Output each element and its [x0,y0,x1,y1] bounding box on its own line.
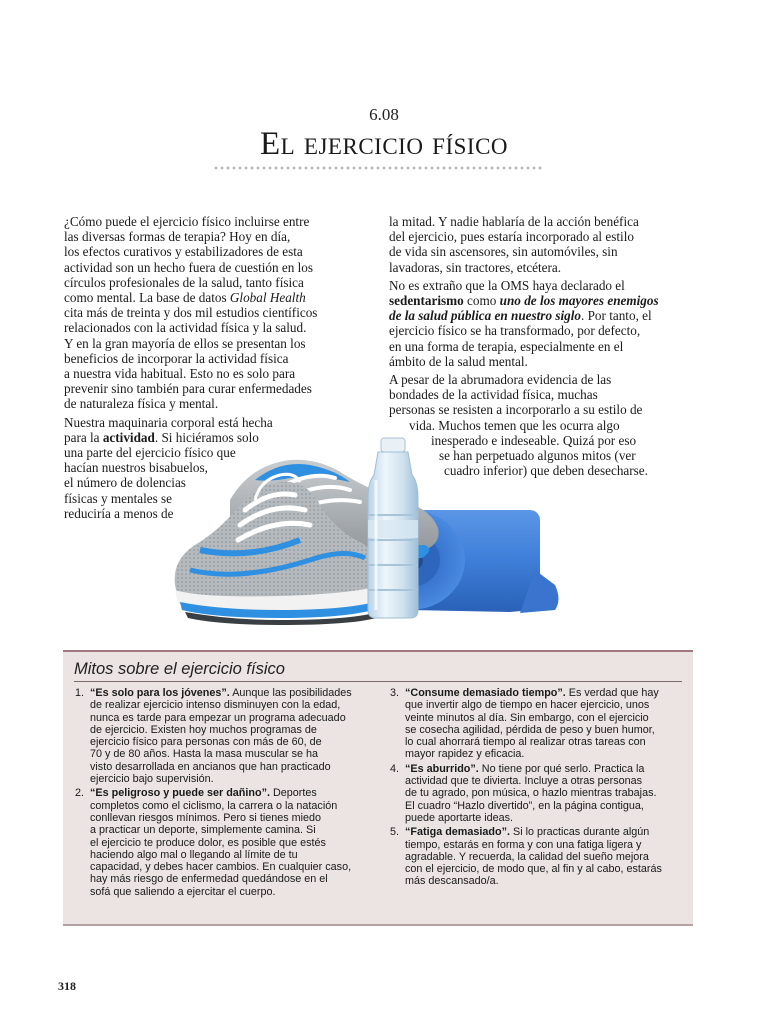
myth-number: 5. [390,826,400,839]
text-run: No es extraño que la OMS haya declarado el [389,277,625,293]
text-run: de ejercicio. Existen hoy muchos programas de [90,723,317,736]
section-number: 6.08 [369,105,399,124]
myth-text-line [90,699,375,711]
text-line [64,351,364,366]
text-run: el ejercicio te produce dolor, es posible que estés [90,836,326,849]
myths-box [63,650,693,926]
text-run: para la [64,429,103,445]
text-line [64,336,364,351]
text-run: beneficios de incorporar la actividad física [64,350,289,366]
title-dotted-divider [213,164,543,172]
text-run: 70 y de 80 años. Hasta la masa muscular se ha [90,748,319,761]
text-run: una parte del ejercicio físico que [64,445,236,461]
text-run: prevenir sino también para curar enfermedades [64,381,312,397]
text-run: nunca es tarde para empezar un programa adecuado [90,711,346,724]
text-run: en una forma de terapia, especialmente en el [389,338,624,354]
text-run: . Por tanto, el [580,308,652,324]
text-line [389,278,719,293]
myth-text-line [90,773,375,785]
text-run: completos como el ciclismo, la carrera o la natación [90,799,338,812]
myth-text-line [405,699,690,711]
myth-text-line [90,886,375,898]
myth-item [75,687,375,785]
text-run: el número de dolencias [64,475,186,491]
emphasized-text: sedentarismo [389,293,464,309]
myth-text-line [405,787,690,799]
emphasized-text: actividad [102,429,155,445]
emphasized-text: “Es solo para los jóvenes”. [90,687,230,699]
text-run: la mitad. Y nadie hablaría de la acción benéfica [389,214,639,229]
text-line [389,354,719,369]
text-line [64,320,364,335]
myth-text-line [405,712,690,724]
text-run: que invertir algo de tiempo en hacer ejercicio, unos [405,699,650,712]
text-line [64,214,364,229]
text-run: de realizar ejercicio intenso disminuyen con la edad, [90,699,341,712]
myth-text-line [90,800,375,812]
text-run: relacionados con la actividad física y la salud. [64,320,307,336]
text-run: como mental. La base de datos [64,290,230,306]
exercise-photo [160,420,570,630]
myth-number: 2. [75,787,85,800]
text-run: Es verdad que hay [565,687,659,699]
myth-text-line [405,800,690,812]
text-run: capacidad, y debes hacer cambios. En cualquier caso, [90,861,352,874]
text-run: bondades de la actividad física, muchas [389,387,598,403]
text-line [64,260,364,275]
myth-text-line [405,839,690,851]
emphasized-text: “Es peligroso y puede ser dañino”. [90,787,270,800]
text-run: círculos profesionales de la salud, tanto física [64,274,304,290]
myth-text-line [90,824,375,836]
myth-text-line [405,851,690,863]
text-run: ámbito de la salud mental. [389,353,528,369]
myth-text-line [405,875,690,887]
text-run: se han perpetuado algunos mitos (ver [439,448,636,464]
emphasized-text: “Fatiga demasiado”. [405,826,510,839]
myth-text-line [405,775,690,787]
text-line [64,229,364,244]
text-line [64,396,364,411]
text-line [389,260,719,275]
text-run: conllevan riesgos mínimos. Pero si tienes miedo [90,811,322,824]
myth-text-line [405,736,690,748]
text-run: sofá que saliendo a ejercitar el cuerpo. [90,885,276,898]
text-run: actividad que te divierta. Incluye a otras personas [405,775,643,788]
myths-box-bottom-rule [63,924,693,926]
text-run: como [463,293,500,309]
text-run: . Si hiciéramos solo [154,429,259,445]
text-line [64,366,364,381]
text-run: del ejercicio, pues estaría incorporado al estilo [389,229,634,245]
text-run: se cosecha agilidad, pérdida de peso y buen humor, [405,723,655,736]
myth-number: 3. [390,687,400,699]
text-line [64,275,364,290]
text-run: de vida sin ascensores, sin automóviles, sin [389,244,618,260]
text-run: Aunque las posibilidades [229,687,352,699]
text-run: lavadoras, sin tractores, etcétera. [389,259,562,275]
text-run: de naturaleza física y mental. [64,396,219,412]
myth-text-line [90,873,375,885]
text-line [389,339,719,354]
text-run: tiempo, estarás en forma y con una fatiga ligera y [405,838,642,851]
text-line [389,372,719,387]
text-run: hacían nuestros bisabuelos, [64,460,208,476]
text-line [64,305,364,320]
myth-text-line [405,863,690,875]
text-run: con el ejercicio, de modo que, al fin y al cabo, estarás [405,863,662,876]
text-run: haciendo algo mal o llegando al límite de tu [90,848,298,861]
page-number: 318 [58,979,76,993]
text-run: reduciría a menos de [64,505,174,521]
myth-text-line [90,837,375,849]
emphasized-text: “Consume demasiado tiempo”. [405,687,566,699]
emphasized-text: “Es aburrido”. [405,762,479,775]
text-run: El cuadro “Hazlo divertido”, en la página contigua, [405,799,644,812]
myth-item [390,687,690,761]
text-run: cita más de treinta y dos mil estudios científicos [64,305,318,321]
text-line [389,229,719,244]
myths-heading: Mitos sobre el ejercicio físico [74,660,285,678]
text-run: ejercicio físico se ha transformado, por defecto, [389,323,641,339]
myth-text-line [90,724,375,736]
myth-text-line [90,748,375,760]
myth-number: 1. [75,687,85,699]
text-run: A pesar de la abrumadora evidencia de las [389,372,612,388]
text-run: cuadro inferior) que deben desecharse. [444,463,648,479]
myths-right-column [390,687,690,890]
page-title: El ejercicio físico [259,126,509,162]
myth-text-line [90,712,375,724]
emphasized-text: uno de los mayores enemigos [499,293,659,309]
text-line [389,214,719,229]
water-bottle [368,438,418,618]
text-run: Deportes [270,787,317,800]
text-line [389,293,719,308]
myth-text-line [90,761,375,773]
myth-item [390,826,690,887]
emphasized-text: Global Health [229,290,306,306]
myth-text-line [90,787,375,799]
myth-text-line [90,736,375,748]
text-run: físicas y mentales se [64,490,173,506]
text-line [64,290,364,305]
myth-text-line [90,812,375,824]
text-run: de tu agrado, pon música, o hazlo mientras trabajas. [405,787,657,800]
text-run: a practicar un deporte, simplemente camina. Si [90,824,316,837]
text-run: visto desarrollada en ancianos que han practicado [90,760,331,773]
myth-text-line [90,849,375,861]
text-run: Nuestra maquinaria corporal está hecha [64,414,273,430]
myth-text-line [405,812,690,824]
text-run: ejercicio físico para personas con más de 60, de [90,736,322,749]
text-line [64,381,364,396]
text-run: mayor rapidez y eficacia. [405,748,525,761]
text-line [389,244,719,259]
text-run: a nuestra vida habitual. Esto no es solo para [64,366,296,382]
text-run: actividad son un hecho fuera de cuestión en los [64,259,314,275]
text-run: ejercicio bajo supervisión. [90,773,214,786]
text-run: los efectos curativos y estabilizadores de esta [64,244,303,260]
text-run: puede aportarte ideas. [405,811,514,824]
myth-text-line [405,724,690,736]
myth-text-line [405,826,690,838]
myth-item [390,763,690,824]
text-run: inesperado e indeseable. Quizá por eso [431,432,637,448]
text-run: personas se resisten a incorporarlo a su estilo de [389,402,643,418]
text-run: veinte minutos al día. Sin embargo, con el ejercicio [405,711,649,724]
emphasized-text: de la salud pública en nuestro siglo [389,308,581,324]
text-line [64,244,364,259]
myth-text-line [90,687,375,699]
text-line [389,402,719,417]
text-line [389,323,719,338]
text-run: No tiene por qué serlo. Practica la [478,762,645,775]
myth-number: 4. [390,762,400,775]
text-run: ¿Cómo puede el ejercicio físico incluirse entre [64,214,310,229]
text-run: más descansado/a. [405,875,499,888]
text-run: las diversas formas de terapia? Hoy en día, [64,229,291,245]
myth-text-line [405,763,690,775]
text-run: Si lo practicas durante algún [510,826,650,839]
text-line [389,308,719,323]
text-run: Y en la gran mayoría de ellos se presentan los [64,335,306,351]
myth-text-line [405,748,690,760]
myths-heading-rule [74,681,682,682]
text-run: lo cual ahorrará tiempo al realizar otras tareas con [405,736,646,749]
text-run: vida. Muchos temen que les ocurra algo [409,417,620,433]
text-line [389,387,719,402]
myth-text-line [405,687,690,699]
myth-item [75,787,375,898]
myth-text-line [90,861,375,873]
myths-left-column [75,687,375,900]
text-run: hay más riesgo de enfermedad quedándose en el [90,873,328,886]
text-run: agradable. Y recuerda, la calidad del sueño mejora [405,850,649,863]
